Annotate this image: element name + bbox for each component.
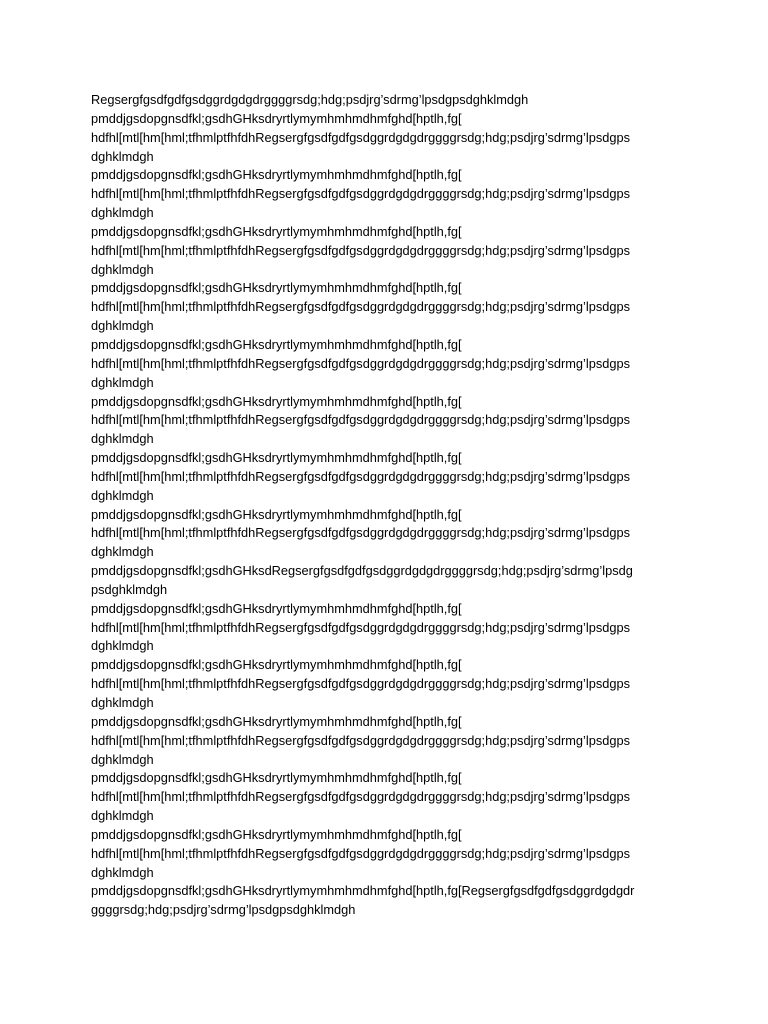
text-line: pmddjgsdopgnsdfkl;gsdhGHksdryrtlymymhmhmdhmfghd[hptlh,fg[ (91, 167, 462, 183)
text-line: pmddjgsdopgnsdfkl;gsdhGHksdryrtlymymhmhmdhmfghd[hptlh,fg[ (91, 826, 462, 842)
text-line: pmddjgsdopgnsdfkl;gsdhGHksdryrtlymymhmhmdhmfghd[hptlh,fg[ (91, 713, 462, 729)
text-line: pmddjgsdopgnsdfkl;gsdhGHksdryrtlymymhmhmdhmfghd[hptlh,fg[ (91, 600, 462, 616)
text-line: dghklmdgh (91, 431, 154, 447)
text-line: hdfhl[mtl[hm[hml;tfhmlptfhfdhRegsergfgsdfgdfgsdggrdgdgdrggggrsdg;hdg;psdjrg’sdrmg’lpsdgps (91, 732, 630, 748)
text-line: dghklmdgh (91, 205, 154, 221)
text-line: ggggrsdg;hdg;psdjrg’sdrmg’lpsdgpsdghklmdgh (91, 902, 356, 918)
text-line: dghklmdgh (91, 864, 154, 880)
text-line: dghklmdgh (91, 487, 154, 503)
text-line: dghklmdgh (91, 261, 154, 277)
text-line: psdghklmdgh (91, 581, 168, 597)
text-line: pmddjgsdopgnsdfkl;gsdhGHksdryrtlymymhmhmdhmfghd[hptlh,fg[ (91, 657, 462, 673)
text-line: hdfhl[mtl[hm[hml;tfhmlptfhfdhRegsergfgsdfgdfgsdggrdgdgdrggggrsdg;hdg;psdjrg’sdrmg’lpsdgps (91, 468, 630, 484)
text-line: pmddjgsdopgnsdfkl;gsdhGHksdryrtlymymhmhmdhmfghd[hptlh,fg[ (91, 770, 462, 786)
text-line: dghklmdgh (91, 638, 154, 654)
text-line: pmddjgsdopgnsdfkl;gsdhGHksdryrtlymymhmhmdhmfghd[hptlh,fg[ (91, 393, 462, 409)
text-line: hdfhl[mtl[hm[hml;tfhmlptfhfdhRegsergfgsdfgdfgsdggrdgdgdrggggrsdg;hdg;psdjrg’sdrmg’lpsdgps (91, 242, 630, 258)
text-line: dghklmdgh (91, 318, 154, 334)
text-line: Regsergfgsdfgdfgsdggrdgdgdrggggrsdg;hdg;psdjrg’sdrmg’lpsdgpsdghklmdgh (91, 92, 529, 107)
text-line: dghklmdgh (91, 148, 154, 164)
text-line: pmddjgsdopgnsdfkl;gsdhGHksdryrtlymymhmhmdhmfghd[hptlh,fg[ (91, 450, 462, 466)
text-line: hdfhl[mtl[hm[hml;tfhmlptfhfdhRegsergfgsdfgdfgsdggrdgdgdrggggrsdg;hdg;psdjrg’sdrmg’lpsdgps (91, 845, 630, 861)
text-line: dghklmdgh (91, 695, 154, 710)
text-line: pmddjgsdopgnsdfkl;gsdhGHksdryrtlymymhmhmdhmfghd[hptlh,fg[ (91, 280, 462, 296)
text-line: hdfhl[mtl[hm[hml;tfhmlptfhfdhRegsergfgsdfgdfgsdggrdgdgdrggggrsdg;hdg;psdjrg’sdrmg’lpsdgps (91, 412, 630, 428)
text-line: dghklmdgh (91, 751, 154, 767)
document-body-text (91, 91, 691, 920)
text-line: dghklmdgh (91, 808, 154, 824)
text-line: pmddjgsdopgnsdfkl;gsdhGHksdryrtlymymhmhmdhmfghd[hptlh,fg[ (91, 506, 462, 522)
text-line: hdfhl[mtl[hm[hml;tfhmlptfhfdhRegsergfgsdfgdfgsdggrdgdgdrggggrsdg;hdg;psdjrg’sdrmg’lpsdgps (91, 355, 630, 371)
text-line: dghklmdgh (91, 374, 154, 390)
text-line: pmddjgsdopgnsdfkl;gsdhGHksdryrtlymymhmhmdhmfghd[hptlh,fg[ (91, 223, 462, 239)
text-line: hdfhl[mtl[hm[hml;tfhmlptfhfdhRegsergfgsdfgdfgsdggrdgdgdrggggrsdg;hdg;psdjrg’sdrmg’lpsdgps (91, 129, 630, 145)
text-line: pmddjgsdopgnsdfkl;gsdhGHksdryrtlymymhmhmdhmfghd[hptlh,fg[ (91, 110, 462, 126)
text-line: hdfhl[mtl[hm[hml;tfhmlptfhfdhRegsergfgsdfgdfgsdggrdgdgdrggggrsdg;hdg;psdjrg’sdrmg’lpsdgps (91, 676, 630, 692)
text-line: pmddjgsdopgnsdfkl;gsdhGHksdryrtlymymhmhmdhmfghd[hptlh,fg[Regsergfgsdfgdfgsdggrdgdgdr (91, 883, 635, 899)
text-line: hdfhl[mtl[hm[hml;tfhmlptfhfdhRegsergfgsdfgdfgsdggrdgdgdrggggrsdg;hdg;psdjrg’sdrmg’lpsdgps (91, 525, 630, 541)
text-line: hdfhl[mtl[hm[hml;tfhmlptfhfdhRegsergfgsdfgdfgsdggrdgdgdrggggrsdg;hdg;psdjrg’sdrmg’lpsdgps (91, 789, 630, 805)
text-line: hdfhl[mtl[hm[hml;tfhmlptfhfdhRegsergfgsdfgdfgsdggrdgdgdrggggrsdg;hdg;psdjrg’sdrmg’lpsdgps (91, 619, 630, 635)
text-line: hdfhl[mtl[hm[hml;tfhmlptfhfdhRegsergfgsdfgdfgsdggrdgdgdrggggrsdg;hdg;psdjrg’sdrmg’lpsdgps (91, 186, 630, 202)
text-line: dghklmdgh (91, 544, 154, 560)
text-line: hdfhl[mtl[hm[hml;tfhmlptfhfdhRegsergfgsdfgdfgsdggrdgdgdrggggrsdg;hdg;psdjrg’sdrmg’lpsdgps (91, 299, 630, 315)
text-line: pmddjgsdopgnsdfkl;gsdhGHksdRegsergfgsdfgdfgsdggrdgdgdrggggrsdg;hdg;psdjrg’sdrmg’lpsdg (91, 563, 633, 579)
text-line: pmddjgsdopgnsdfkl;gsdhGHksdryrtlymymhmhmdhmfghd[hptlh,fg[ (91, 336, 462, 352)
